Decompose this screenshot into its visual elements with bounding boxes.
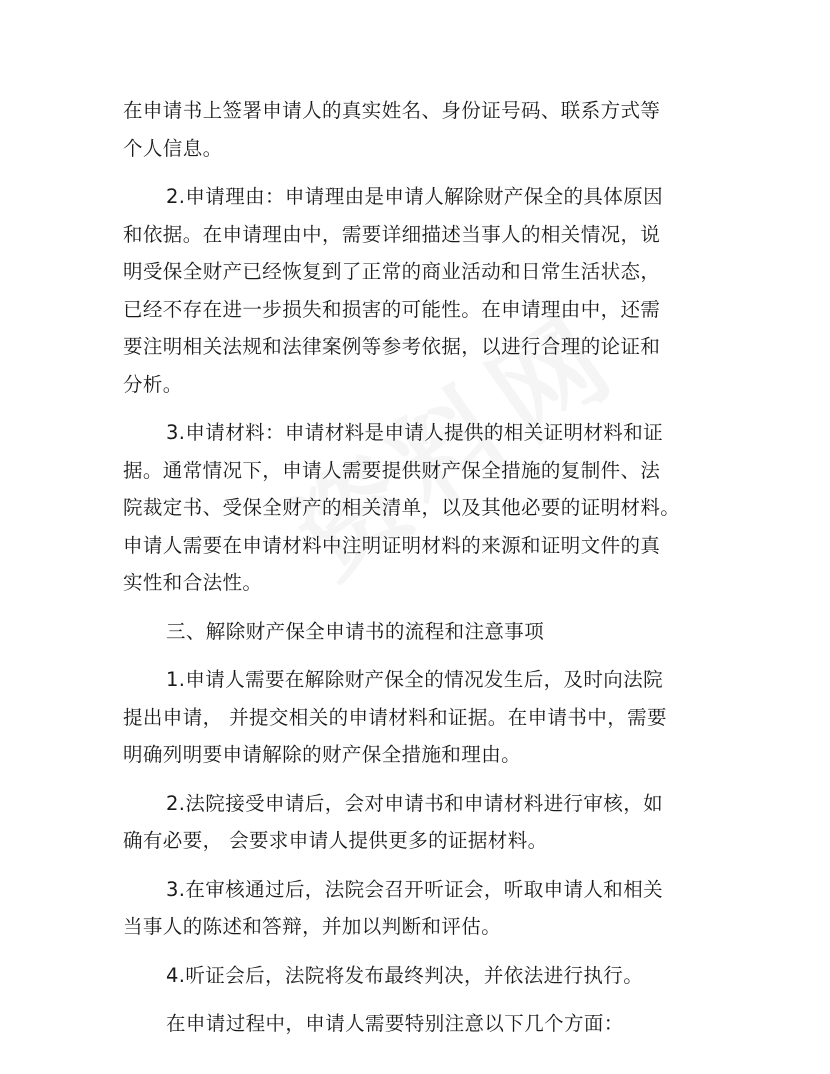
text-line: 确有必要， 会要求申请人提供更多的证据材料。 (123, 829, 548, 852)
text-line: 提出申请， 并提交相关的申请材料和证据。在申请书中，需要 (123, 705, 667, 729)
notice-paragraph (123, 1005, 713, 1043)
step-1-paragraph (123, 661, 713, 774)
intro-paragraph (123, 92, 713, 167)
heading-line: 三、解除财产保全申请书的流程和注意事项 (166, 619, 545, 643)
text-line: 分析。 (123, 372, 183, 396)
text-line: 据。通常情况下，申请人需要提供财产保全措施的复制件、法 (123, 458, 661, 482)
text-line: 已经不存在进一步损失和损害的可能性。在申请理由中，还需 (123, 297, 661, 321)
text-line: 申请人需要在申请材料中注明证明材料的来源和证明文件的真 (123, 533, 661, 557)
text-line: 实性和合法性。 (123, 571, 263, 594)
text-line: 在申请书上签署申请人的真实姓名、身份证号码、联系方式等 (123, 99, 661, 122)
text-line: 要注明相关法规和法律案例等参考依据，以进行合理的论证和 (123, 335, 661, 358)
text-line: 明受保全财产已经恢复到了正常的商业活动和日常生活状态， (123, 260, 661, 283)
text-line: 2.申请理由：申请理由是申请人解除财产保全的具体原因 (166, 185, 664, 208)
step-4-paragraph (123, 957, 713, 995)
text-line: 院裁定书、受保全财产的相关清单，以及其他必要的证明材料。 (123, 496, 681, 519)
step-2-paragraph (123, 785, 713, 860)
step-3-paragraph (123, 871, 713, 946)
text-line: 个人信息。 (123, 136, 223, 160)
text-line: 2.法院接受申请后，会对申请书和申请材料进行审核，如 (166, 791, 664, 815)
document-body (123, 92, 713, 1043)
text-line: 4.听证会后，法院将发布最终判决，并依法进行执行。 (166, 963, 644, 987)
text-line: 3.申请材料：申请材料是申请人提供的相关证明材料和证 (166, 421, 664, 444)
text-line: 在申请过程中，申请人需要特别注意以下几个方面： (166, 1012, 624, 1035)
reason-paragraph (123, 178, 713, 403)
text-line: 和依据。在申请理由中，需要详细描述当事人的相关情况，说 (123, 222, 661, 246)
materials-paragraph (123, 414, 713, 602)
text-line: 当事人的陈述和答辩，并加以判断和评估。 (123, 915, 502, 938)
text-line: 1.申请人需要在解除财产保全的情况发生后，及时向法院 (166, 668, 664, 691)
section-heading (123, 613, 713, 651)
text-line: 明确列明要申请解除的财产保全措施和理由。 (123, 743, 522, 766)
text-line: 3.在审核通过后，法院会召开听证会，听取申请人和相关 (166, 877, 664, 901)
